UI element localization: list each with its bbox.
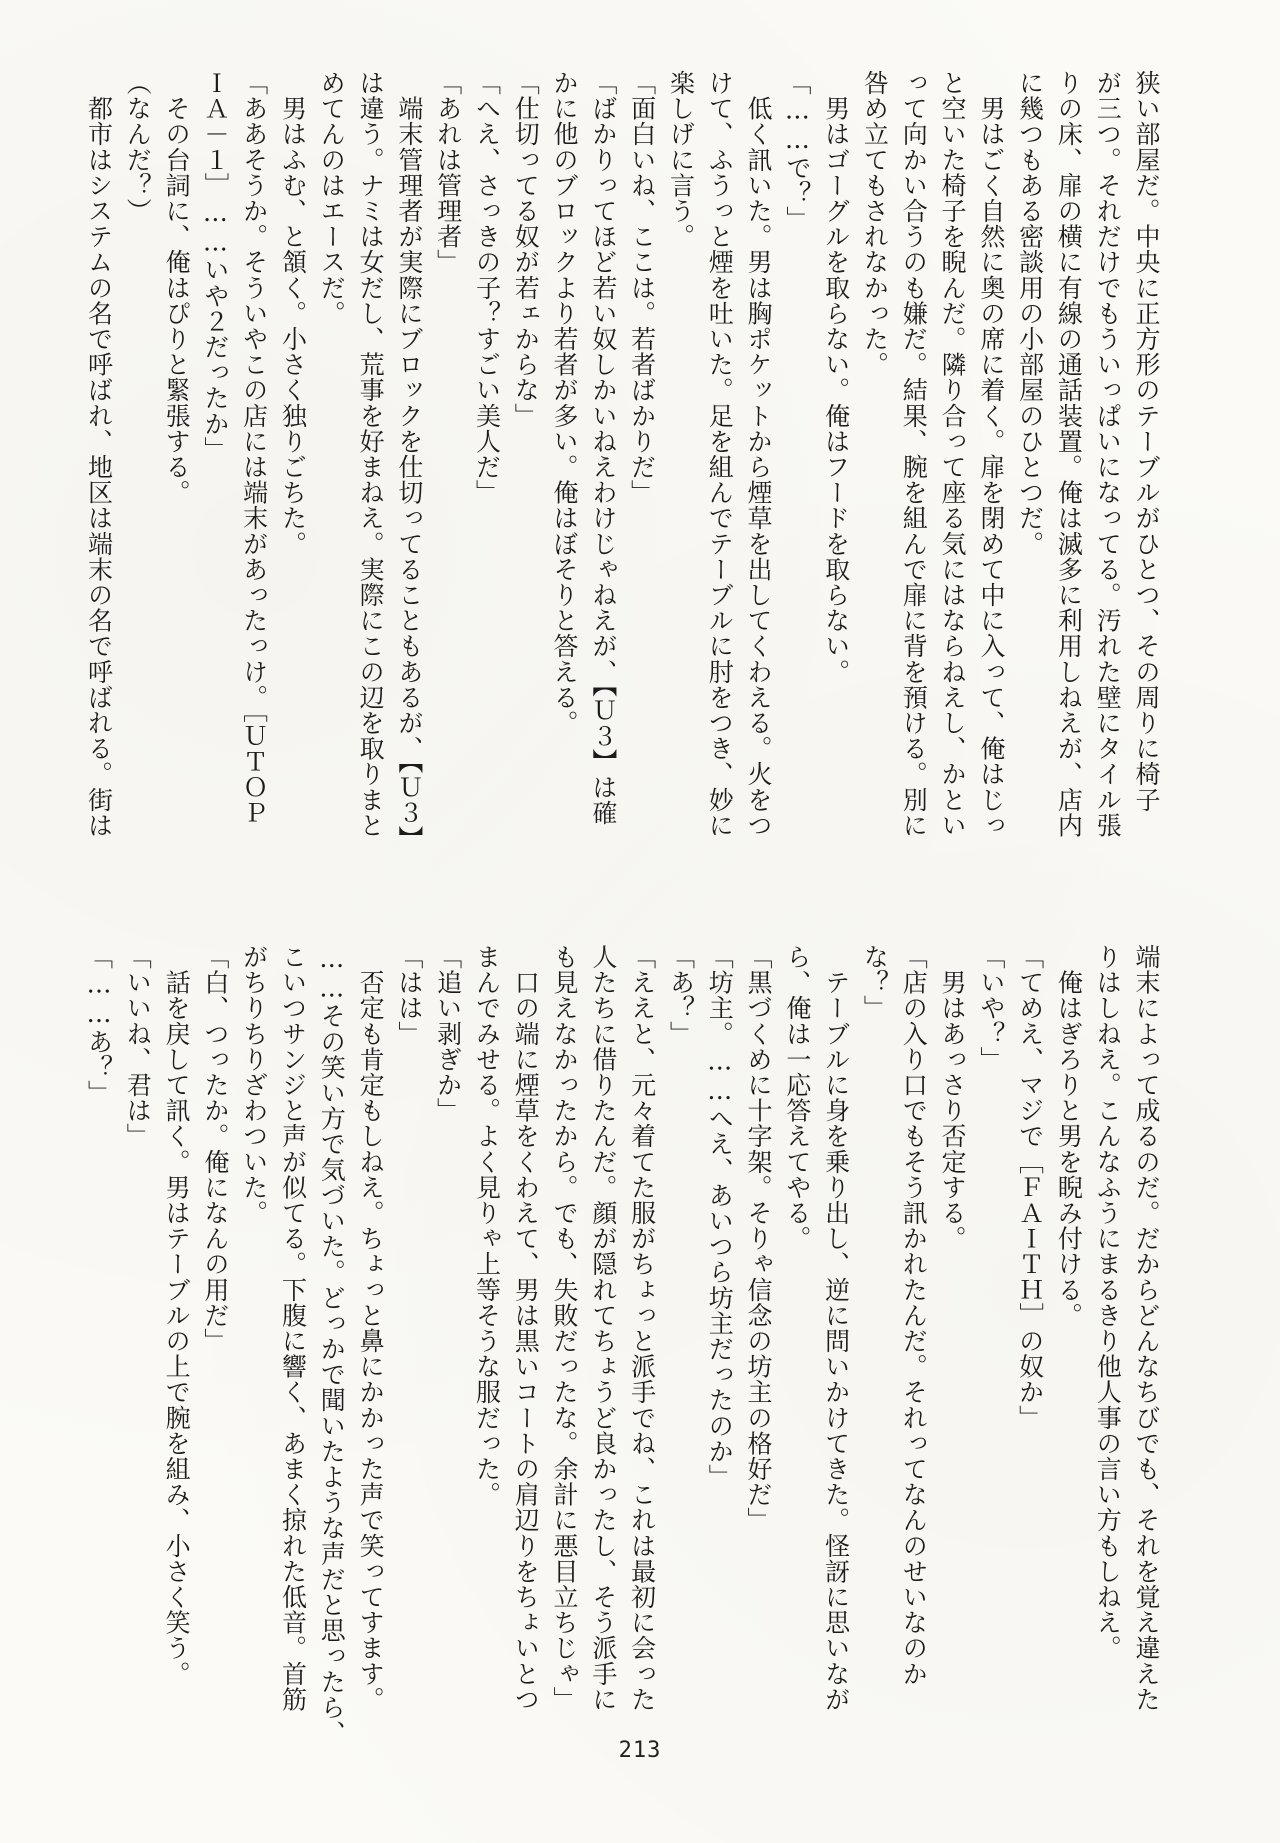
upper-text-block <box>84 70 1165 890</box>
text-line: 「黒づくめに十字架。そりゃ信念の坊主の格好だ」 <box>744 944 774 1533</box>
text-line: 「……あ？」 <box>84 944 114 1106</box>
text-line: 話を戻して訊く。男はテーブルの上で腕を組み、小さく笑う。 <box>162 944 192 1687</box>
text-line: 俺はぎろりと男を睨み付ける。 <box>1054 944 1084 1328</box>
text-line: 「ああそうか。そういやこの店には端末があったっけ。［ＵＴＯＰ <box>239 70 269 826</box>
text-line: 男はあっさり否定する。 <box>938 944 968 1252</box>
text-line: りはしねえ。こんなふうにまるきり他人事の言い方もしねえ。 <box>1093 944 1123 1661</box>
lower-text-block <box>84 944 1165 1746</box>
text-line: 「へえ、さっきの子？すごい美人だ」 <box>472 70 502 506</box>
text-line: 人たちに借りたんだ。顔が隠れてちょうど良かったし、そう派手に <box>588 944 618 1712</box>
text-line: 「ばかりってほど若い奴しかいねえわけじゃねえが、【Ｕ３】は確 <box>588 70 618 826</box>
text-line: 「ええと、元々着てた服がちょっと派手でね、これは最初に会った <box>627 944 657 1712</box>
text-line: 男はゴーグルを取らない。俺はフードを取らない。 <box>821 70 851 685</box>
text-line: って向かい合うのも嫌だ。結果、腕を組んで扉に背を預ける。別に <box>899 70 929 838</box>
text-line: 「はは」 <box>394 944 424 1047</box>
text-line: テーブルに身を乗り出し、逆に問いかけてきた。怪訝に思いなが <box>821 944 851 1712</box>
text-line: ……その笑い方で気づいた。どっかで聞いたような声だと思ったら、 <box>317 944 347 1746</box>
text-line: ら、俺は一応答えてやる。 <box>782 944 812 1252</box>
text-line: まんでみせる。よく見りゃ上等そうな服だった。 <box>472 944 502 1508</box>
text-line: 否定も肯定もしねえ。ちょっと鼻にかかった声で笑ってすます。 <box>356 944 386 1712</box>
page-number: 213 <box>618 1738 662 1763</box>
text-line: 「いや？」 <box>976 944 1006 1072</box>
text-line: けて、ふうっと煙を吐いた。足を組んでテーブルに肘をつき、妙に <box>705 70 735 838</box>
text-line: 「あ？」 <box>666 944 696 1047</box>
text-line: 咎め立てもされなかった。 <box>860 70 890 378</box>
text-line: 端末によって成るのだ。だからどんなちびでも、それを覚え違えた <box>1132 944 1161 1712</box>
text-line: も見えなかったから。でも、失敗だったな。余計に悪目立ちじゃ」 <box>550 944 580 1712</box>
text-line: 「てめえ、マジで［ＦＡＩＴＨ］の奴か」 <box>1015 944 1045 1431</box>
text-line: こいつサンジと声が似てる。下腹に響く、あまく掠れた低音。首筋 <box>278 944 308 1712</box>
text-line: その台詞に、俺はぴりと緊張する。 <box>162 70 192 506</box>
text-line: が三つ。それだけでもういっぱいになってる。汚れた壁にタイル張 <box>1093 70 1123 838</box>
text-line: 楽しげに言う。 <box>666 70 696 250</box>
text-line: 「……で？」 <box>782 70 812 232</box>
text-line: （なんだ？） <box>123 70 153 224</box>
text-line: 「面白いね、ここは。若者ばかりだ」 <box>627 70 657 506</box>
text-line: 「いいね、君は」 <box>123 944 153 1149</box>
text-line: 狭い部屋だ。中央に正方形のテーブルがひとつ、その周りに椅子 <box>1132 70 1161 813</box>
text-line: 「追い剥ぎか」 <box>433 944 463 1124</box>
text-line: りの床、扉の横に有線の通話装置。俺は滅多に利用しねえが、店内 <box>1054 70 1084 838</box>
text-line: 都市はシステムの名で呼ばれ、地区は端末の名で呼ばれる。街は <box>84 70 114 838</box>
text-line: 「仕切ってる奴が若ェからな」 <box>511 70 541 429</box>
text-line: に幾つもある密談用の小部屋のひとつだ。 <box>1015 70 1045 557</box>
text-line: 「店の入り口でもそう訊かれたんだ。それってなんのせいなのか <box>899 944 929 1687</box>
text-line: がちりちりざわついた。 <box>239 944 269 1226</box>
text-line: 「白、つったか。俺になんの用だ」 <box>200 944 230 1354</box>
text-line: ＩＡ－１］……いや２だったか」 <box>200 70 230 462</box>
text-line: 端末管理者が実際にブロックを仕切ってることもあるが、【Ｕ３】 <box>394 70 424 852</box>
text-line: 低く訊いた。男は胸ポケットから煙草を出してくわえる。火をつ <box>744 70 774 838</box>
text-line: と空いた椅子を睨んだ。隣り合って座る気にはならねえし、かとい <box>938 70 968 838</box>
text-line: 「あれは管理者」 <box>433 70 463 275</box>
text-line: な？」 <box>860 944 890 1021</box>
text-line: かに他のブロックより若者が多い。俺はぼそりと答える。 <box>550 70 580 736</box>
text-line: 「坊主。……へえ、あいつら坊主だったのか」 <box>705 944 735 1490</box>
text-line: は違う。ナミは女だし、荒事を好まねえ。実際にこの辺を取りまと <box>356 70 386 838</box>
text-line: めてんのはエースだ。 <box>317 70 347 326</box>
text-line: 男はふむ、と頷く。小さく独りごちた。 <box>278 70 308 557</box>
text-line: 口の端に煙草をくわえて、男は黒いコートの肩辺りをちょいとつ <box>511 944 541 1712</box>
text-line: 男はごく自然に奥の席に着く。扉を閉めて中に入って、俺はじっ <box>976 70 1006 838</box>
